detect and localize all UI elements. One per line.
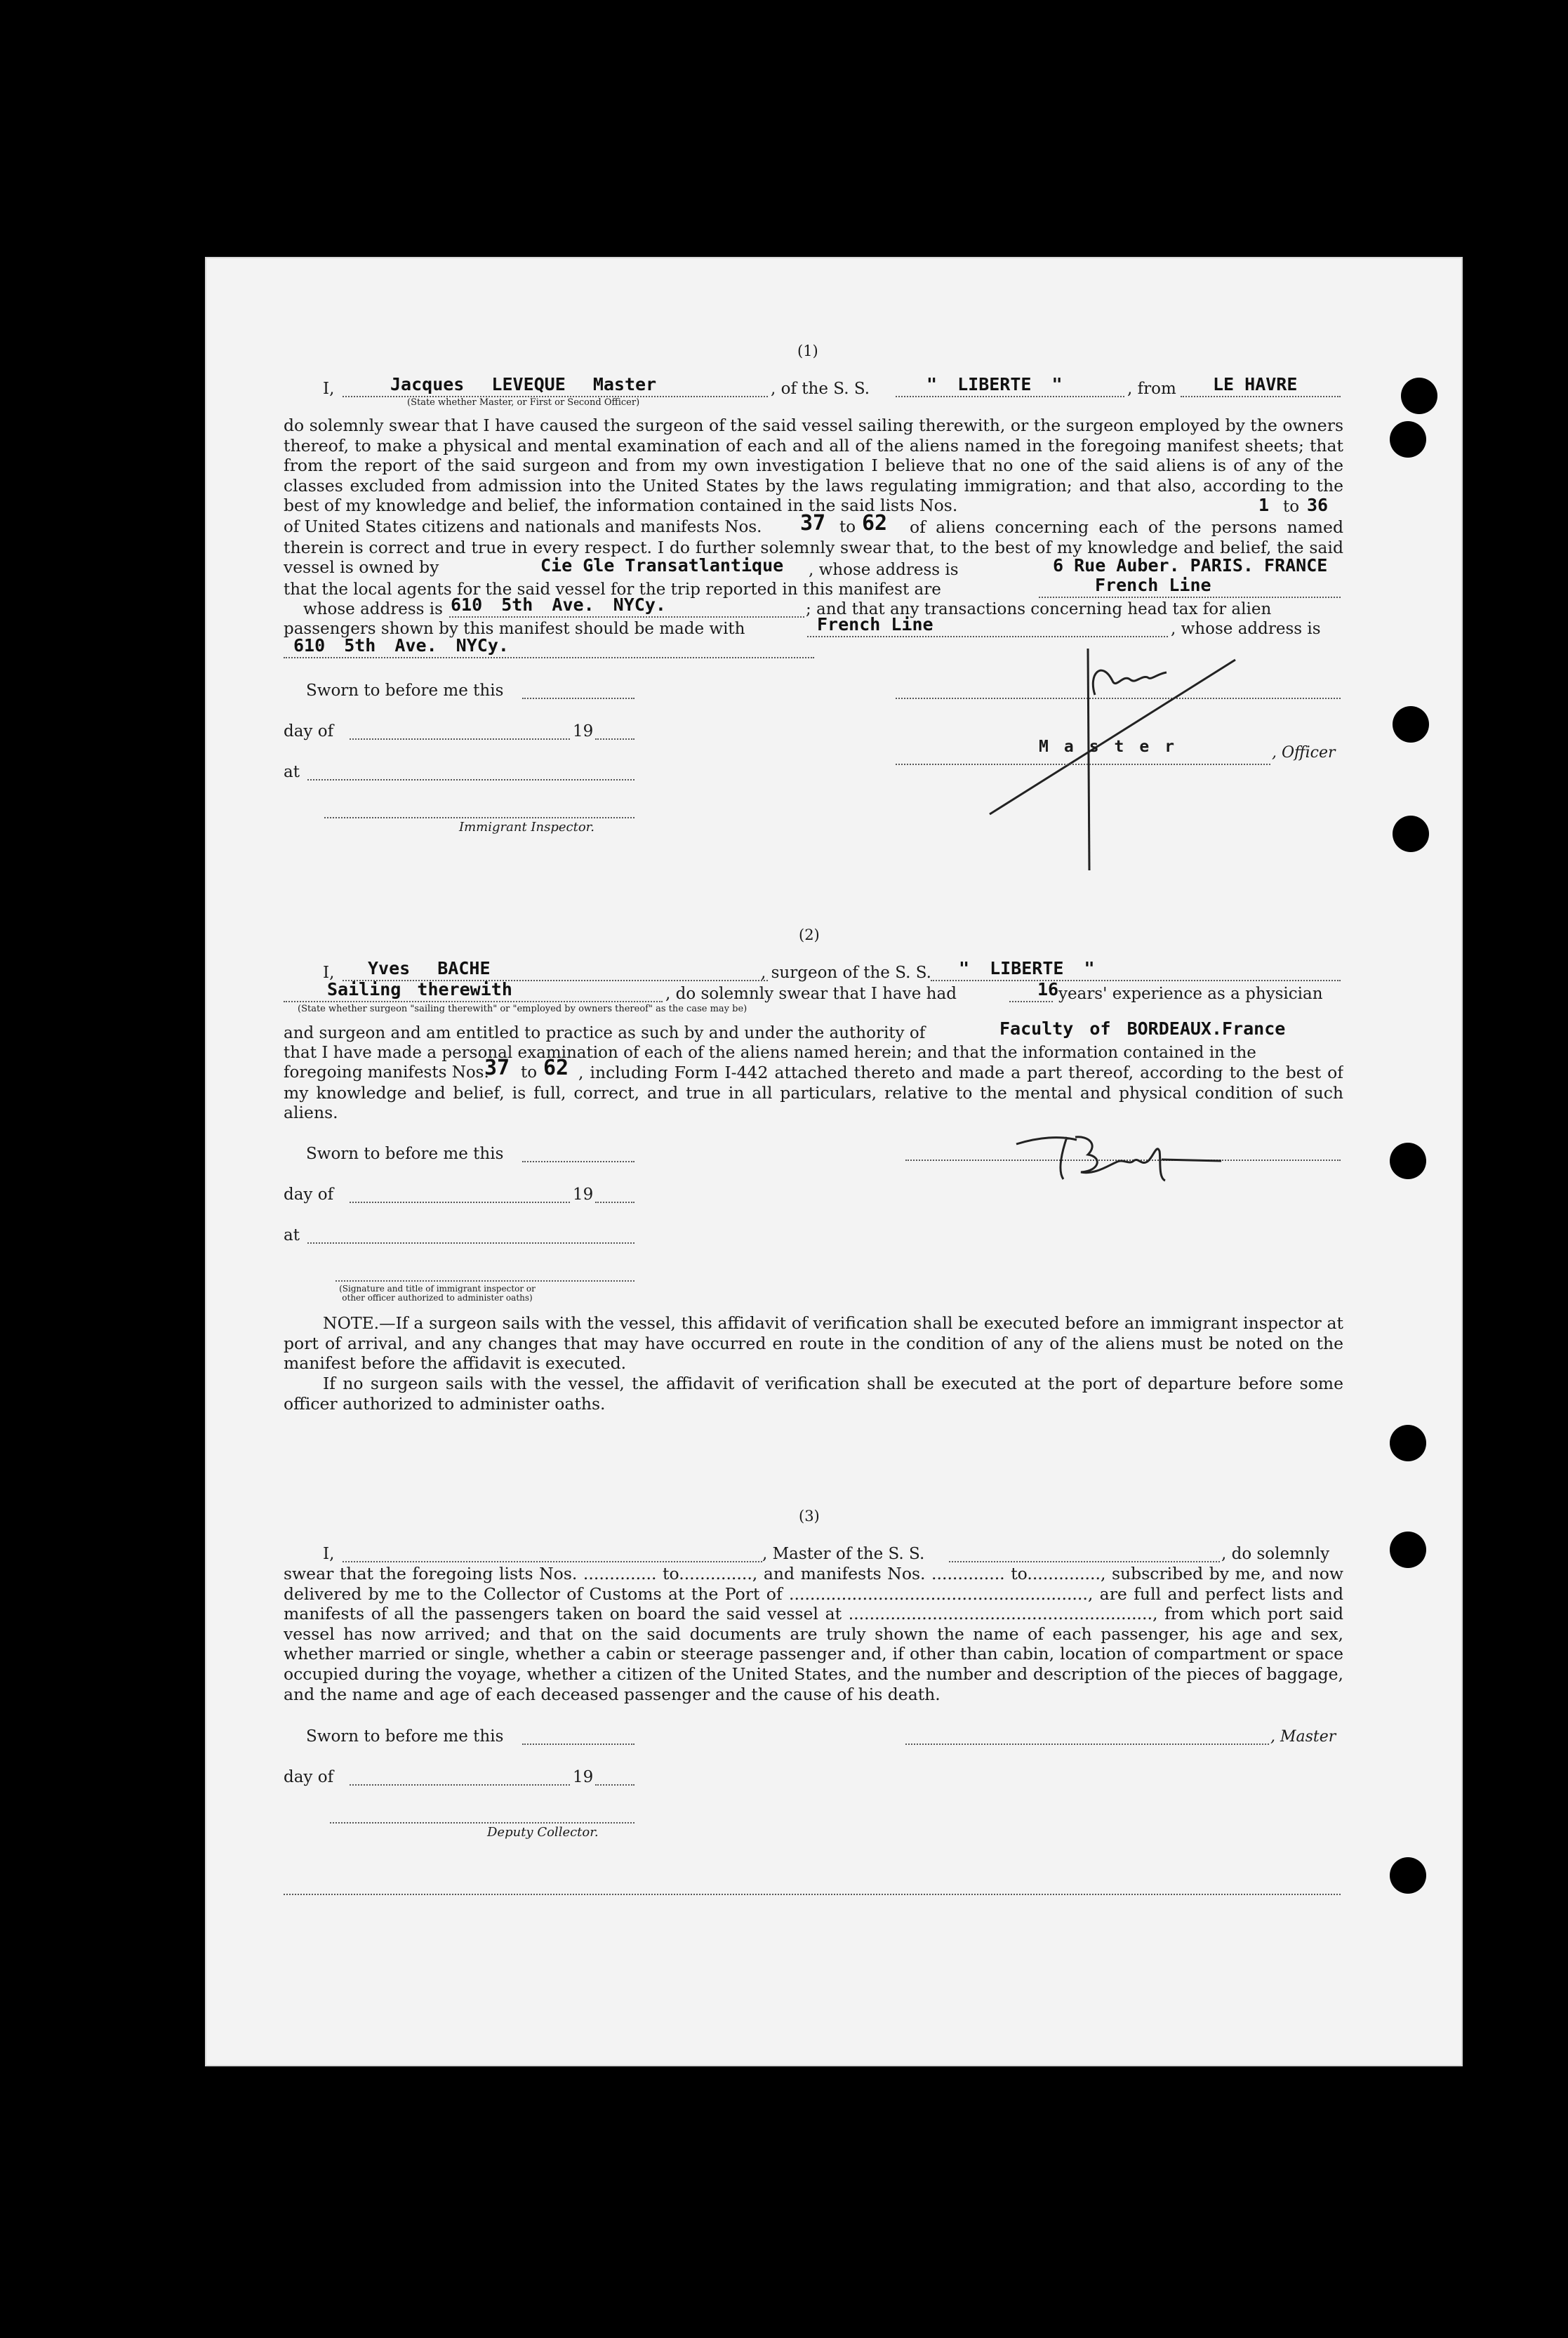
punch-hole xyxy=(1390,1857,1426,1894)
punch-hole xyxy=(1393,816,1429,852)
manifests-from: 37 xyxy=(800,511,826,536)
years-experience-label: years' experience as a physician xyxy=(1058,985,1323,1003)
master-name: Jacques LEVEQUE Master xyxy=(390,374,657,394)
head-tax-text-1: ; and that any transactions concerning head tax for alien xyxy=(806,600,1272,618)
section-3-number: (3) xyxy=(799,1508,820,1525)
examination-text: that I have made a personal examination of each of the aliens named herein; and that the information contained in the xyxy=(284,1044,1256,1062)
day-of-label-3: day of xyxy=(284,1768,334,1786)
inspector-caption: Immigrant Inspector. xyxy=(459,820,595,835)
deputy-collector-caption: Deputy Collector. xyxy=(487,1825,599,1840)
section-3-oath-text: swear that the foregoing lists Nos. .............. to.............., and manifests Nos. .............. to.............., subscribed by me, and now delivered by me to the Collector of Customs at the Port of ........................................................., are full and perfect lists and manifests of all the passengers taken on board the said vessel at .........................................................., from which port said vessel has now arrived; and that on the said documents are truly shown the name of each passenger, his age and sex, whether married or single, whether a cabin or steerage passenger and, if other than cabin, location of compartment or space occupied during the voyage, whether a citizen of the United States, and the number and description of the pieces of baggage, and the name and age of each deceased passenger and the cause of his death. xyxy=(284,1564,1343,1704)
agent-address-label: whose address is xyxy=(303,600,443,618)
role-hint: (State whether Master, or First or Second Officer) xyxy=(407,397,640,408)
section-1-owner-text: of aliens concerning each of the persons named therein is correct and true in every respect. I do further solemnly swear that, to the best of my knowledge and belief, the said vessel is owned by xyxy=(284,517,1343,578)
owner-address: 6 Rue Auber. PARIS. FRANCE xyxy=(1053,555,1328,576)
surgeon-of-label: , surgeon of the S. S. xyxy=(761,964,931,982)
surgeon-manifests-to: 62 xyxy=(543,1056,569,1080)
bottom-rule xyxy=(284,1894,1341,1895)
punch-hole xyxy=(1393,706,1429,743)
section-1-number: (1) xyxy=(797,343,818,359)
punch-hole xyxy=(1390,1143,1426,1179)
manifests-label-2: foregoing manifests Nos. xyxy=(284,1063,489,1082)
surgeon-status-hint: (State whether surgeon "sailing therewith" or "employed by owners thereof" as the case may be) xyxy=(298,1004,748,1014)
lists-from: 1 xyxy=(1258,495,1270,515)
section-3-do-solemnly: , do solemnly xyxy=(1221,1545,1330,1563)
at-label-1: at xyxy=(284,763,300,781)
section-2-i: I, xyxy=(323,964,335,982)
section-1-i: I, xyxy=(323,380,335,398)
punch-hole xyxy=(1390,421,1426,458)
of-ss-label: , of the S. S. xyxy=(771,380,870,398)
day-of-label-2: day of xyxy=(284,1185,334,1204)
owner-address-label: , whose address is xyxy=(809,561,959,579)
note-label: NOTE. xyxy=(323,1313,380,1333)
day-of-label-1: day of xyxy=(284,722,334,740)
punch-hole xyxy=(1390,1425,1426,1461)
year-label-2: 19 xyxy=(573,1185,594,1204)
year-label-3: 19 xyxy=(573,1768,594,1786)
section-1-oath-text: do solemnly swear that I have caused the surgeon of the said vessel sailing therewith, or the surgeon employed by the owners thereof, to make a physical and mental examination of each and all of the aliens named in the foregoing manifest sheets; that from the report of the said surgeon and from my own investigation I believe that no one of the said aliens is of any of the classes excluded from admission into the United States by the laws regulating immigration; and that also, according to the best of my knowledge and belief, the information contained in the said lists Nos. xyxy=(284,416,1343,516)
agent-address: 610 5th Ave. NYCy. xyxy=(451,595,666,615)
master-label-3: , Master xyxy=(1270,1728,1336,1746)
manifests-to: 62 xyxy=(862,511,888,536)
sworn-label-1: Sworn to before me this xyxy=(306,682,504,700)
section-3-master-label: , Master of the S. S. xyxy=(762,1545,925,1563)
section-2-condition-text: , including Form I-442 attached thereto and made a part thereof, according to the best of my knowledge and belief, is full, correct, and true in all particulars, relative to the mental and physical condition of such aliens. xyxy=(284,1063,1343,1123)
departure-port: LE HAVRE xyxy=(1213,374,1298,394)
officer-label: , Officer xyxy=(1272,744,1336,762)
head-tax-text-2: passengers shown by this manifest should be made with xyxy=(284,620,745,638)
punch-hole xyxy=(1401,378,1437,414)
section-2-number: (2) xyxy=(799,926,820,943)
vessel-name: " LIBERTE " xyxy=(926,374,1063,394)
head-tax-address: 610 5th Ave. NYCy. xyxy=(293,635,509,656)
master-sig-label: Master xyxy=(1039,738,1190,756)
sworn-label-2: Sworn to before me this xyxy=(306,1145,504,1163)
surgeon-signature xyxy=(1011,1116,1249,1200)
authority-label: and surgeon and am entitled to practice as such by and under the authority of xyxy=(284,1024,926,1042)
manifests-label: of United States citizens and nationals and manifests Nos. xyxy=(284,518,762,536)
surgeon-note-2: If no surgeon sails with the vessel, the affidavit of verification shall be executed at the port of departure before some officer authorized to administer oaths. xyxy=(284,1374,1343,1414)
year-label-1: 19 xyxy=(573,722,594,740)
years-experience: 16 xyxy=(1037,979,1059,999)
years-text-label: , do solemnly swear that I have had xyxy=(665,985,957,1003)
local-agents: French Line xyxy=(1095,575,1211,595)
surgeon-vessel: " LIBERTE " xyxy=(959,958,1095,978)
head-tax-agent: French Line xyxy=(817,614,934,635)
from-label: , from xyxy=(1127,380,1176,398)
agents-label: that the local agents for the said vessel for the trip reported in this manifest are xyxy=(284,580,941,599)
sworn-label-3: Sworn to before me this xyxy=(306,1727,504,1746)
head-tax-address-label: , whose address is xyxy=(1171,620,1321,638)
at-label-2: at xyxy=(284,1226,300,1244)
authority: Faculty of BORDEAUX.France xyxy=(999,1018,1286,1039)
surgeon-note xyxy=(284,1313,1343,1374)
inspector-sig-caption: (Signature and title of immigrant inspector or other officer authorized to administer oaths) xyxy=(339,1284,536,1303)
manifests-to-label: to xyxy=(839,518,856,536)
surgeon-manifests-to-label: to xyxy=(521,1063,538,1082)
lists-to: 36 xyxy=(1307,495,1329,515)
lists-to-label: to xyxy=(1283,498,1300,516)
punch-hole xyxy=(1390,1532,1426,1568)
vessel-owner: Cie Gle Transatlantique xyxy=(540,555,784,576)
surgeon-manifests-from: 37 xyxy=(484,1056,510,1080)
section-3-i: I, xyxy=(323,1545,335,1563)
surgeon-name: Yves BACHE xyxy=(368,958,491,978)
surgeon-status: Sailing therewith xyxy=(327,979,512,999)
note-text: —If a surgeon sails with the vessel, this affidavit of verification shall be executed before an immigrant inspector at port of arrival, and any changes that may have occurred en route in the condition of any of the aliens must be noted on the manifest before the affidavit is executed. xyxy=(284,1313,1343,1374)
